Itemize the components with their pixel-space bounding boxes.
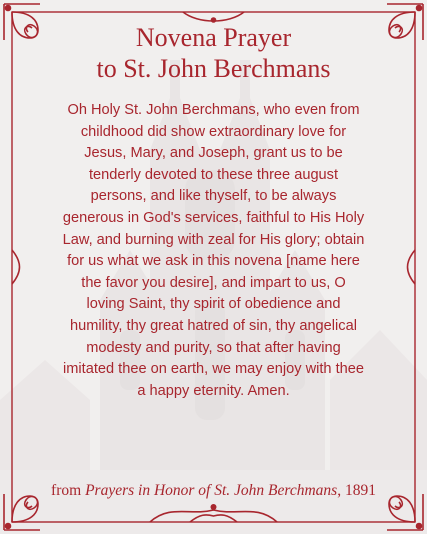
prayer-text: Oh Holy St. John Berchmans, who even from childhood did show extraordinary love for Jesus, Mary, and Joseph, grant us to be tenderly devoted to these three august persons, and like thyself, to be always generous in God's services, faithful to His Holy Law, and burning with zeal for His glory; obtain for us what we ask in this novena [name here the favor you desire], and impart to us, O loving Saint, thy spirit of obedience and humility, thy great hatred of sin, thy angelical modesty and purity, so that after having imitated thee on earth, we may enjoy with thee a happy eternity. Amen.: [62, 102, 365, 399]
source-prefix: from: [51, 482, 86, 499]
bottom-flourish: [150, 505, 277, 522]
top-flourish: [183, 12, 244, 22]
source-citation: [0, 482, 427, 500]
left-flourish: [12, 250, 20, 284]
source-year: , 1891: [337, 482, 376, 499]
page-title: [0, 22, 427, 84]
title-line-1: Novena Prayer: [135, 23, 292, 52]
title-line-2: to St. John Berchmans: [96, 54, 331, 83]
source-book-title: Prayers in Honor of St. John Berchmans: [85, 482, 338, 499]
right-flourish: [408, 250, 416, 284]
